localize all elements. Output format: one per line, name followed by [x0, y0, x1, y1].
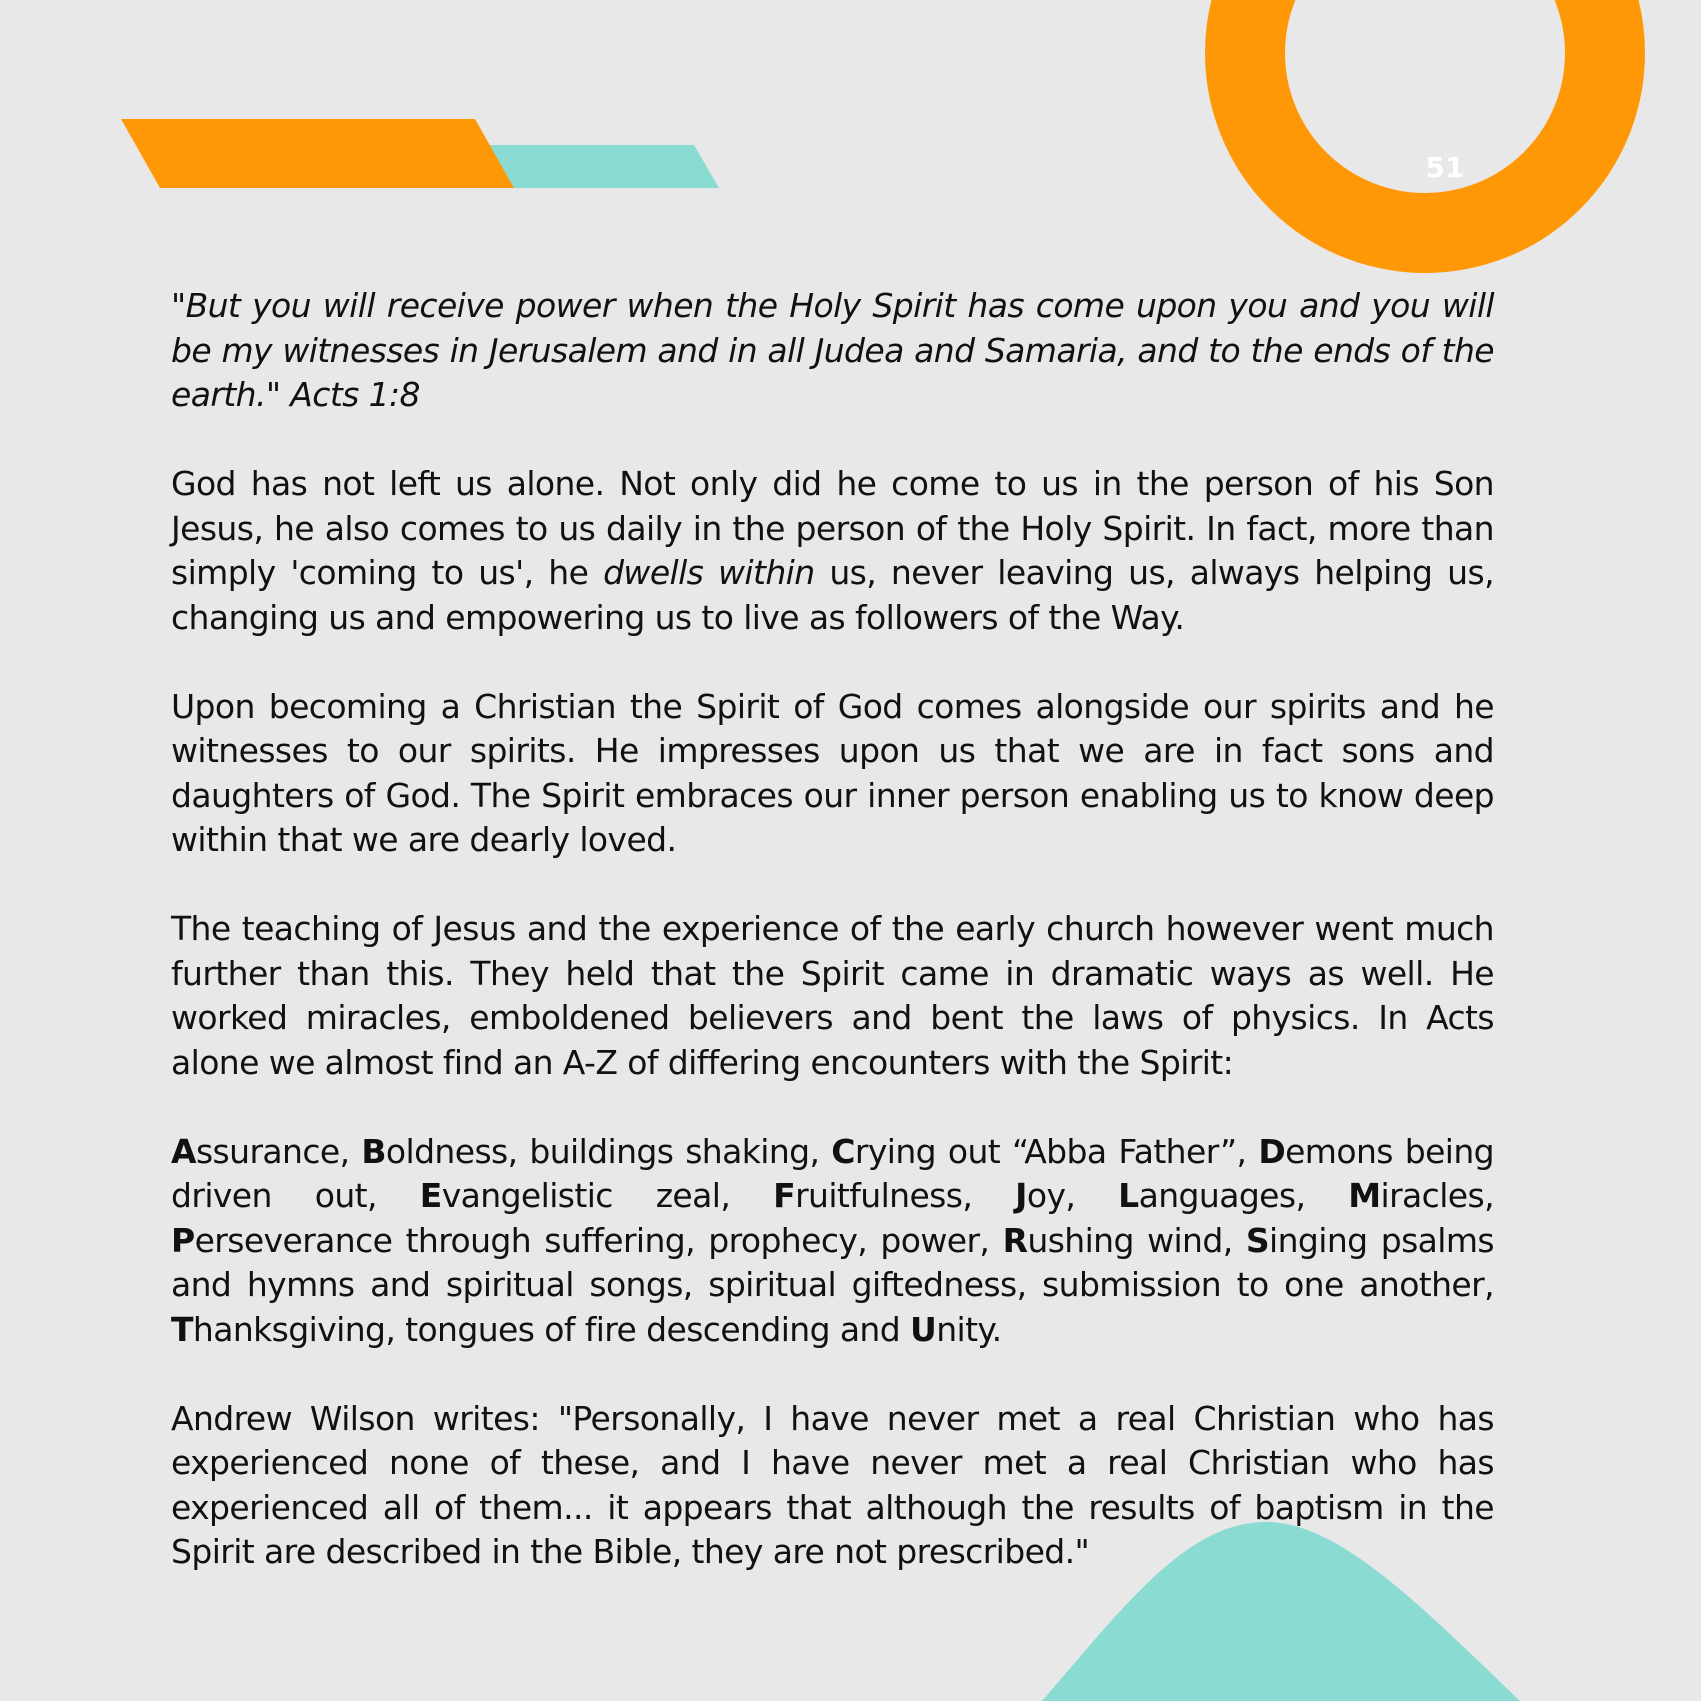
paragraph-text-before: God has not left us alone. Not only did he come to us in the person of his Son Jesus, he also comes to us daily in the person of the Holy Spirit. In fact, more than simply 'coming to us', he	[171, 464, 1494, 592]
az-lead-letter: E	[419, 1176, 442, 1215]
az-item-text: rying out “Abba Father”,	[854, 1131, 1259, 1171]
az-lead-letter: R	[1002, 1220, 1028, 1260]
az-item-text: emons being driven out,	[171, 1131, 1494, 1215]
az-item-text: oy,	[1026, 1176, 1119, 1215]
az-lead-letter: A	[171, 1131, 196, 1171]
paragraph-spirit-dwells	[171, 462, 1494, 640]
az-item-text: ushing wind,	[1027, 1220, 1246, 1260]
az-item-text: hanksgiving, tongues of fire descending and	[192, 1309, 910, 1349]
paragraph-early-church: The teaching of Jesus and the experience of the early church however went much further than this. They held that the Spirit came in dramatic ways as well. He worked miracles, emboldened believers and bent the laws of physics. In Acts alone we almost find an A-Z of differing encounters with the Spirit:	[171, 909, 1494, 1082]
scripture-quote: "But you will receive power when the Holy Spirit has come upon you and you will be my witnesses in Jerusalem and in all Judea and Samaria, and to the ends of the earth." Acts 1:8	[171, 286, 1494, 414]
az-lead-letter: J	[1015, 1176, 1027, 1215]
az-lead-letter: T	[171, 1309, 193, 1349]
az-lead-letter: M	[1348, 1176, 1381, 1215]
az-item-text: anguages,	[1138, 1176, 1349, 1215]
az-item-text: inging psalms and hymns and spiritual songs, spiritual giftedness, submission to one another,	[171, 1220, 1494, 1304]
az-item-text: vangelistic zeal,	[441, 1176, 774, 1215]
page-content	[171, 284, 1494, 1575]
az-lead-letter: P	[171, 1220, 195, 1260]
az-lead-letter: B	[361, 1131, 386, 1171]
paragraph-text-after: us, never leaving us, always helping us, changing us and empowering us to live as followers of the Way.	[171, 553, 1494, 637]
az-lead-letter: S	[1245, 1220, 1270, 1260]
az-item-text: erseverance through suffering, prophecy, power,	[194, 1220, 1003, 1260]
paragraph-spirit-witnesses: Upon becoming a Christian the Spirit of God comes alongside our spirits and he witnesses to our spirits. He impresses upon us that we are in fact sons and daughters of God. The Spirit embraces our inner person enabling us to know deep within that we are dearly loved.	[171, 686, 1494, 859]
az-lead-letter: C	[831, 1131, 855, 1171]
a-z-encounters-list	[171, 1130, 1494, 1353]
az-lead-letter: D	[1258, 1131, 1286, 1171]
page-number: 51	[1425, 151, 1465, 184]
az-lead-letter: F	[773, 1176, 796, 1215]
az-item-text: iracles,	[1380, 1176, 1494, 1215]
paragraph-andrew-wilson-quote: Andrew Wilson writes: "Personally, I have never met a real Christian who has experienced none of these, and I have never met a real Christian who has experienced all of them... it appears that although the results of baptism in the Spirit are described in the Bible, they are not prescribed."	[171, 1398, 1494, 1571]
az-item-text: ruitfulness,	[795, 1176, 1016, 1215]
az-item-text: nity.	[936, 1309, 1002, 1349]
az-item-text: ssurance,	[195, 1131, 362, 1171]
emphasis-text: dwells within	[603, 553, 815, 592]
az-item-text: oldness, buildings shaking,	[385, 1131, 832, 1171]
az-lead-letter: L	[1118, 1176, 1139, 1215]
az-lead-letter: U	[910, 1309, 937, 1349]
